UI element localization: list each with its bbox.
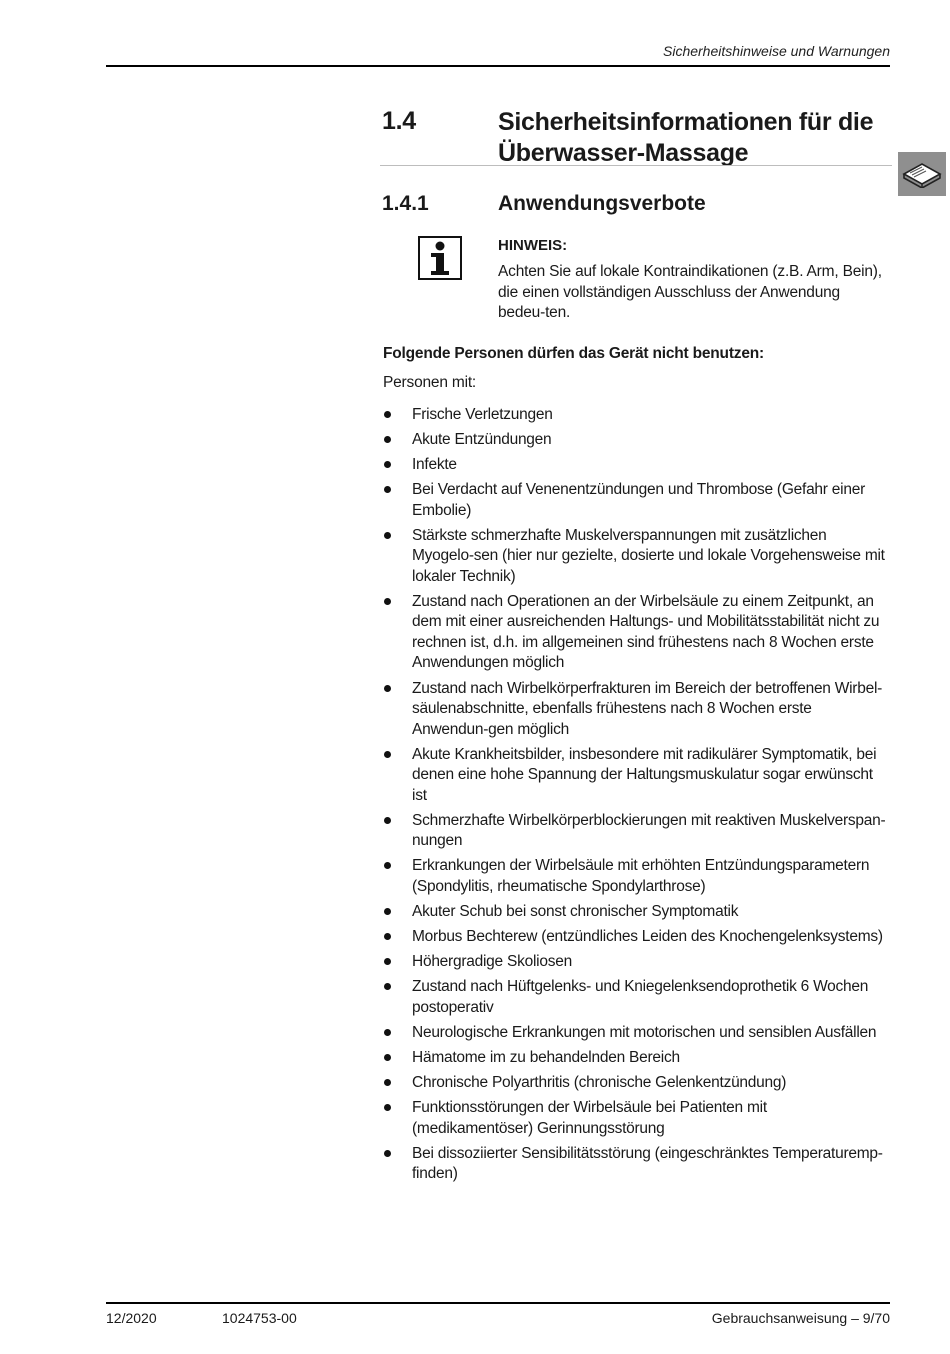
list-item [380,679,890,741]
list-item-text: Chronische Polyarthritis (chronische Gelenkentzündung) [412,1074,787,1091]
list-item-text: Zustand nach Hüftgelenks- und Kniegelenksendoprothetik 6 Wochen postoperativ [412,978,869,1016]
list-item [380,1073,890,1094]
bullet-icon [384,532,391,539]
contraindication-list [380,405,890,1189]
list-item-text: Schmerzhafte Wirbelkörperblockierungen mit reaktiven Muskelverspan-nungen [412,811,886,850]
list-item [380,455,890,476]
chapter-tab [898,152,946,196]
persons-intro: Personen mit: [383,374,477,391]
list-item [380,592,890,674]
list-item-text: Zustand nach Operationen an der Wirbelsäule zu einem Zeitpunkt, an dem mit einer ausreichenden Haltungs- und Mobilitätsstabilität nicht zu rechnen ist, d.h. im allgemeinen sind frühestens nach 8 Wochen erste Anwendungen möglich [412,592,880,672]
list-item-text: Erkrankungen der Wirbelsäule mit erhöhten Entzündungsparametern (Spondylitis, rheumatische Spondylarthrose) [412,857,870,895]
bullet-icon [384,1104,391,1111]
subsection-title: Anwendungsverbote [498,192,706,215]
bullet-icon [384,862,391,869]
bullet-icon [384,598,391,605]
list-item-text: Morbus Bechterew (entzündliches Leiden des Knochengelenksystems) [412,928,883,946]
footer-page-label: Gebrauchsanweisung – 9/70 [711,1310,890,1326]
bullet-icon [384,908,391,915]
list-item [380,927,890,948]
list-item-text: Bei dissoziierter Sensibilitätsstörung (eingeschränktes Temperaturemp-finden) [412,1144,883,1183]
bullet-icon [384,1079,391,1086]
list-item-text: Akuter Schub bei sonst chronischer Symptomatik [412,902,739,920]
bullet-icon [384,817,391,824]
bullet-icon [384,958,391,965]
list-item-text: Neurologische Erkrankungen mit motorischen und sensiblen Ausfällen [412,1023,877,1041]
footer-date: 12/2020 [106,1310,157,1326]
list-item [380,952,890,973]
info-icon [418,236,462,280]
note-heading: HINWEIS: [498,237,568,254]
bullet-icon [384,933,391,940]
bullet-icon [384,1150,391,1157]
footer-divider [106,1302,890,1304]
list-item-text: Funktionsstörungen der Wirbelsäule bei Patienten mit (medikamentöser) Gerinnungsstörung [412,1099,767,1137]
bullet-icon [384,486,391,493]
bullet-icon [384,411,391,418]
list-item [380,811,890,852]
section-title: Sicherheitsinformationen für die Überwasser-Massage [498,108,874,167]
list-item-text: Frische Verletzungen [412,406,553,423]
section-number: 1.4 [382,107,416,135]
list-item [380,1098,890,1139]
list-item [380,405,890,426]
note-text: Achten Sie auf lokale Kontraindikationen (z.B. Arm, Bein), die einen vollständigen Ausschluss der Anwendung bedeu-ten. [498,263,882,321]
list-item [380,1144,890,1185]
list-item-text: Akute Krankheitsbilder, insbesondere mit radikulärer Symptomatik, bei denen eine hohe Spannung der Haltungsmuskulatur sogar erwünscht ist [412,745,877,804]
bullet-icon [384,1054,391,1061]
list-item [380,902,890,923]
list-item-text: Stärkste schmerzhafte Muskelverspannungen mit zusätzlichen Myogelo-sen (hier nur gezielte, dosierte und lokale Vorgehensweise mit lokaler Technik) [412,526,885,585]
bullet-icon [384,461,391,468]
footer-doc-number: 1024753-00 [222,1310,297,1326]
book-icon [902,160,942,188]
bullet-icon [384,685,391,692]
list-item-text: Höhergradige Skoliosen [412,953,572,971]
list-item [380,856,890,897]
list-item [380,480,890,521]
list-item-text: Akute Entzündungen [412,431,552,449]
bullet-icon [384,1029,391,1036]
list-item [380,1023,890,1044]
bullet-icon [384,983,391,990]
bullet-icon [384,436,391,443]
list-item [380,745,890,807]
list-item [380,526,890,588]
bullet-icon [384,751,391,758]
list-item-text: Bei Verdacht auf Venenentzündungen und Thrombose (Gefahr einer Embolie) [412,481,865,519]
list-item [380,977,890,1018]
persons-heading: Folgende Personen dürfen das Gerät nicht benutzen: [383,345,764,362]
list-item-text: Infekte [412,456,457,474]
header-chapter-title: Sicherheitshinweise und Warnungen [663,43,890,59]
list-item-text: Hämatome im zu behandelnden Bereich [412,1048,680,1066]
subsection-number: 1.4.1 [382,192,429,215]
list-item [380,1048,890,1069]
header-divider [106,65,890,67]
list-item-text: Zustand nach Wirbelkörperfrakturen im Bereich der betroffenen Wirbel-säulenabschnitte, ebenfalls frühestens nach 8 Wochen erste Anwendun-gen möglich [412,679,883,738]
section-divider [380,165,892,166]
list-item [380,430,890,451]
